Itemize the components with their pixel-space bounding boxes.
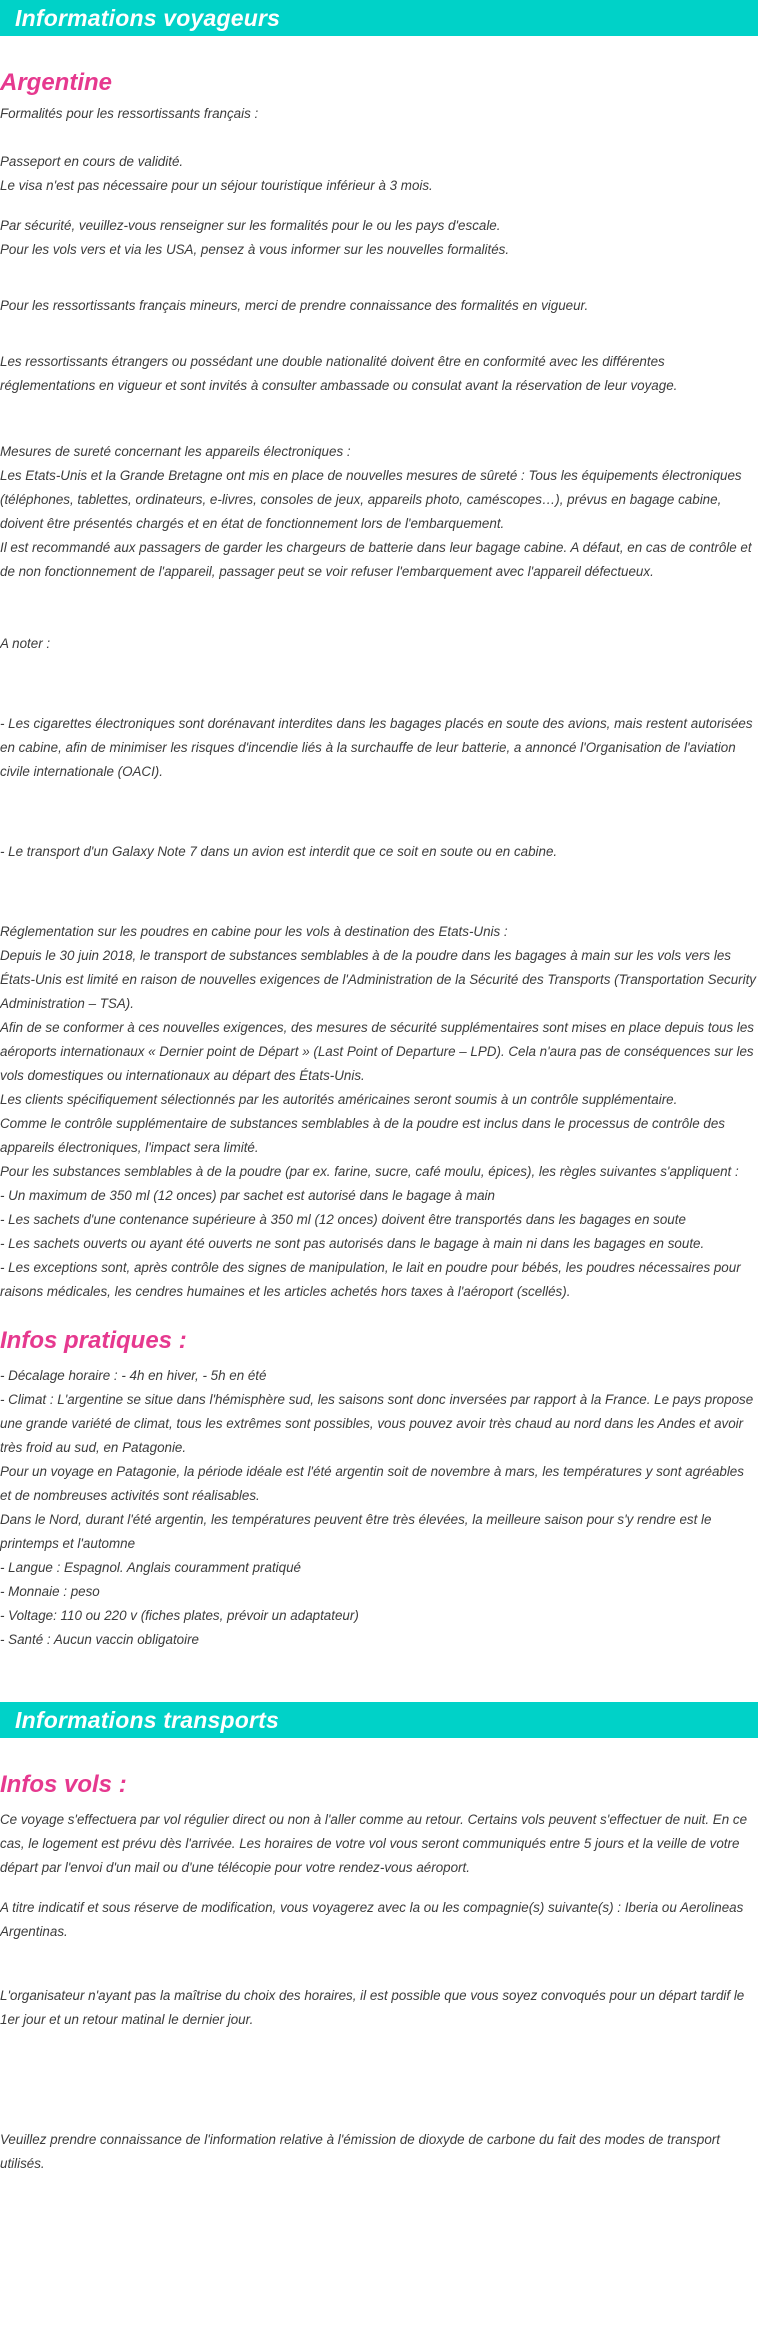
e-cigarette-text: - Les cigarettes électroniques sont dorénavant interdites dans les bagages placés en soute des avions, mais restent autorisées en cabine, afin de minimiser les risques d'incendie liés à la surchauffe de leur batterie, a annoncé l'Organisation de l'aviation civile internationale (OACI). xyxy=(0,716,753,779)
minors-text: Pour les ressortissants français mineurs, merci de prendre connaissance des formalités en vigueur. xyxy=(0,298,589,313)
practical-info-text: - Décalage horaire : - 4h en hiver, - 5h en été - Climat : L'argentine se situe dans l'hémisphère sud, les saisons sont donc inversées par rapport à la France. Le pays propose une grande variété de climat, tous les extrêmes sont possibles, vous pouvez avoir très chaud au nord dans les Andes et avoir très froid au sud, en Patagonie. Pour un voyage en Patagonie, la période idéale est l'été argentin soit de novembre à mars, les températures y sont agréables et de nombreuses activités sont réalisables. Dans le Nord, durant l'été argentin, les températures peuvent être très élevées, la meilleure saison pour s'y rendre est le printemps et l'automne - Langue : Espagnol. Anglais couramment pratiqué - Monnaie : peso - Voltage: 110 ou 220 v (fiches plates, prévoir un adaptateur) - Santé : Aucun vaccin obligatoire xyxy=(0,1368,754,1647)
co2-info-text: Veuillez prendre connaissance de l'information relative à l'émission de dioxyde de carbone du fait des modes de transport utilisés. xyxy=(0,2132,720,2171)
passport-visa-text: Passeport en cours de validité. Le visa n'est pas nécessaire pour un séjour touristique inférieur à 3 mois. xyxy=(0,154,433,193)
airlines-text: A titre indicatif et sous réserve de modification, vous voyagerez avec la ou les compagnie(s) suivante(s) : Iberia ou Aerolineas Argentinas. xyxy=(0,1900,744,1939)
flights-text: Ce voyage s'effectuera par vol régulier direct ou non à l'aller comme au retour. Certains vols peuvent s'effectuer de nuit. En ce cas, le logement est prévu dès l'arrivée. Les horaires de votre vol vous seront communiqués entre 5 jours et la veille de votre départ par l'envoi d'un mail ou d'une télécopie pour votre rendez-vous aéroport. xyxy=(0,1812,748,1875)
galaxy-note-text: - Le transport d'un Galaxy Note 7 dans un avion est interdit que ce soit en soute ou en cabine. xyxy=(0,844,558,859)
schedule-text: L'organisateur n'ayant pas la maîtrise du choix des horaires, il est possible que vous soyez convoqués pour un départ tardif le 1er jour et un retour matinal le dernier jour. xyxy=(0,1988,745,2027)
note-heading: A noter : xyxy=(0,636,51,651)
powder-regulation-text: Réglementation sur les poudres en cabine pour les vols à destination des Etats-Unis : Depuis le 30 juin 2018, le transport de substances semblables à de la poudre dans les bagages à main sur les vols vers les États-Unis est limité en raison de nouvelles exigences de l'Administration de la Sécurité des Transports (Transportation Security Administration – TSA). Afin de se conformer à ces nouvelles exigences, des mesures de sécurité supplémentaires sont mises en place depuis tous les aéroports internationaux « Dernier point de Départ » (Last Point of Departure – LPD). Cela n'aura pas de conséquences sur les vols domestiques ou internationaux au départ des États-Unis. Les clients spécifiquement sélectionnés par les autorités américaines seront soumis à un contrôle supplémentaire. Comme le contrôle supplémentaire de substances semblables à de la poudre est inclus dans le processus de contrôle des appareils électroniques, l'impact sera limité. Pour les substances semblables à de la poudre (par ex. farine, sucre, café moulu, épices), les règles suivantes s'appliquent : - Un maximum de 350 ml (12 onces) par sachet est autorisé dans le bagage à main - Les sachets d'une contenance supérieure à 350 ml (12 onces) doivent être transportés dans les bagages en soute - Les sachets ouverts ou ayant été ouverts ne sont pas autorisés dans le bagage à main ni dans les bagages en soute. - Les exceptions sont, après contrôle des signes de manipulation, le lait en poudre pour bébés, les poudres nécessaires pour raisons médicales, les cendres humaines et les articles achetés hors taxes à l'aéroport (scellés). xyxy=(0,924,757,1299)
foreign-nationals-text: Les ressortissants étrangers ou possédant une double nationalité doivent être en conformité avec les différentes réglementations en vigueur et sont invités à consulter ambassade ou consulat avant la réservation de leur voyage. xyxy=(0,354,678,393)
electronics-security-text: Mesures de sureté concernant les appareils électroniques : Les Etats-Unis et la Grande Bretagne ont mis en place de nouvelles mesures de sûreté : Tous les équipements électroniques (téléphones, tablettes, ordinateurs, e-livres, consoles de jeux, appareils photo, caméscopes…), prévus en bagage cabine, doivent être présentés chargés et en état de fonctionnement lors de l'embarquement. Il est recommandé aux passagers de garder les chargeurs de batterie dans leur bagage cabine. A défaut, en cas de contrôle et de non fonctionnement de l'appareil, passager peut se voir refuser l'embarquement avec l'appareil défectueux. xyxy=(0,444,752,579)
formalities-intro: Formalités pour les ressortissants français : xyxy=(0,106,259,121)
travellers-info-banner: Informations voyageurs xyxy=(0,0,758,36)
transport-info-banner: Informations transports xyxy=(0,1702,758,1738)
stopover-usa-text: Par sécurité, veuillez-vous renseigner sur les formalités pour le ou les pays d'escale. Pour les vols vers et via les USA, pensez à vous informer sur les nouvelles formalités. xyxy=(0,218,510,257)
country-title: Argentine xyxy=(0,69,113,96)
practical-info-title: Infos pratiques : xyxy=(0,1327,187,1354)
flights-info-title: Infos vols : xyxy=(0,1771,127,1798)
